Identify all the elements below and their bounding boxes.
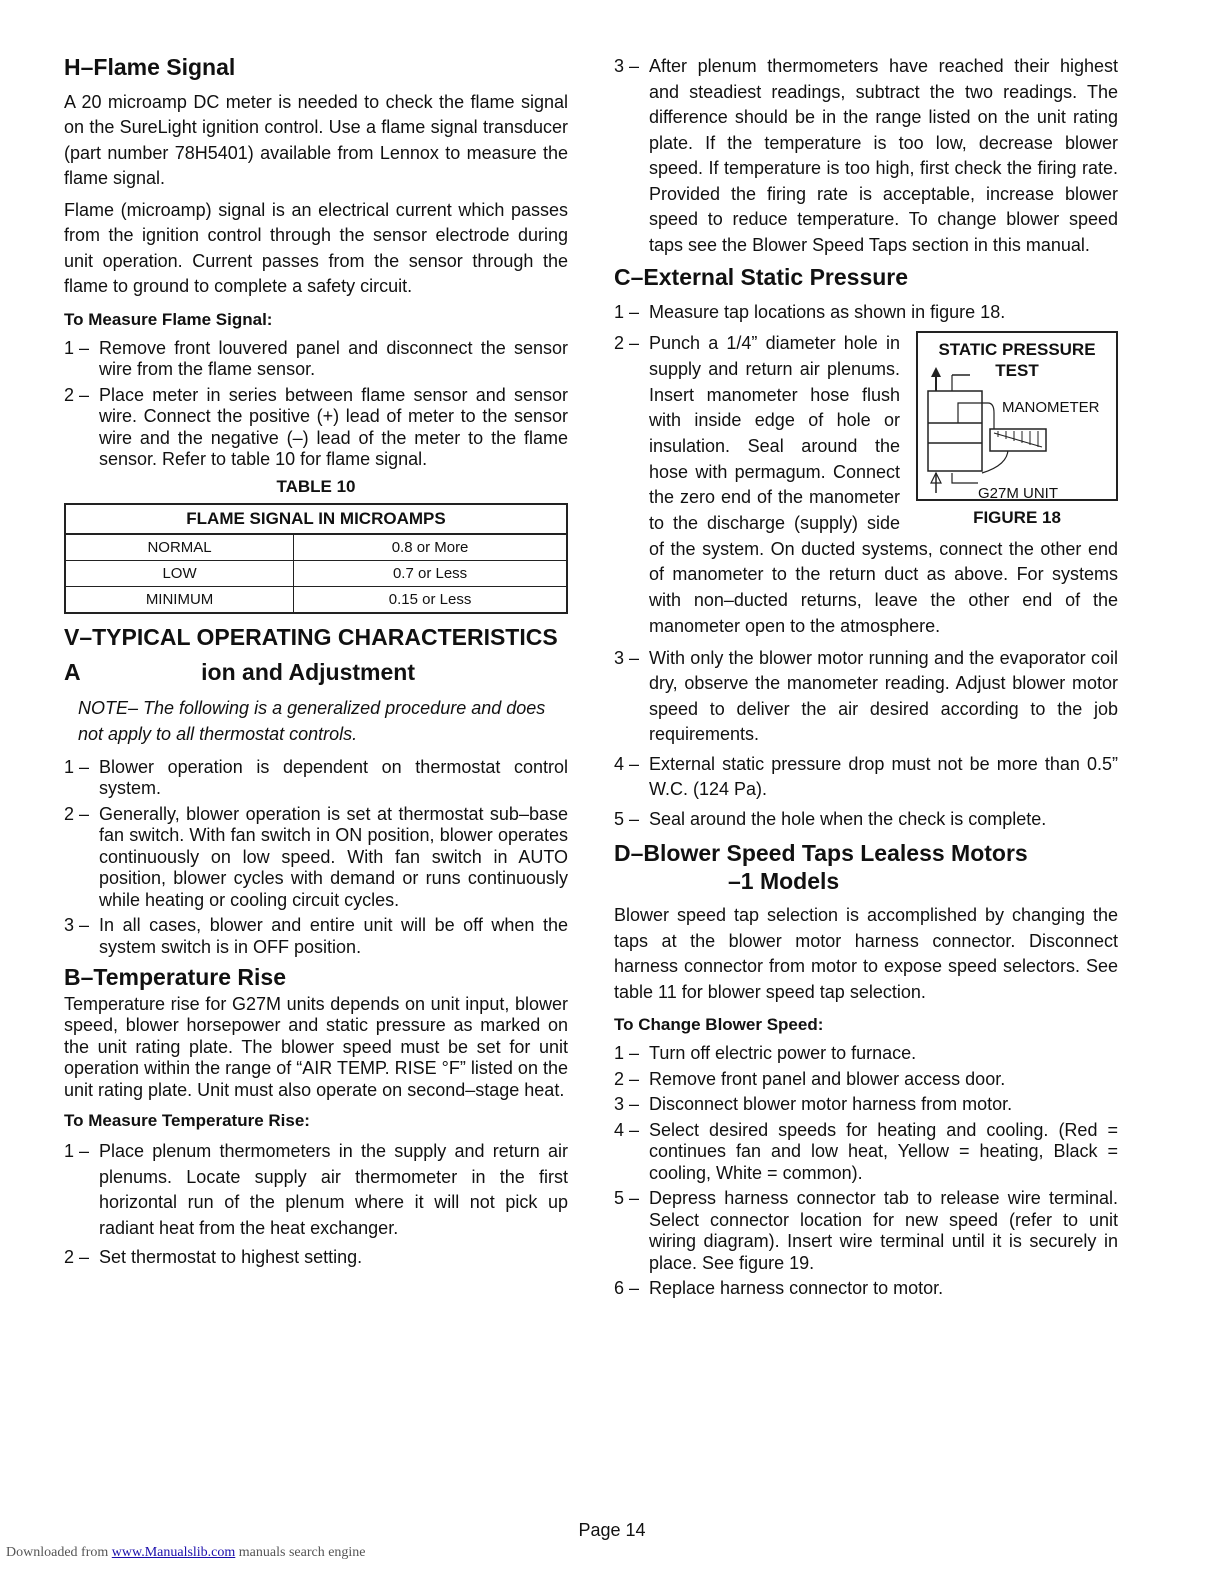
list-item: 1 – Place plenum thermometers in the supply and return air plenums. Locate supply air thermometer in the first horizontal run of the plenum where it will not pick up radiant heat from the heat exchanger. [64, 1141, 568, 1238]
h-steps [64, 338, 568, 471]
section-c-title: C–External Static Pressure [614, 264, 909, 290]
h-subheading: To Measure Flame Signal: [64, 309, 273, 329]
flame-signal-table [64, 503, 568, 614]
list-item: 4 – External static pressure drop must not be more than 0.5” W.C. (124 Pa). [614, 753, 1118, 800]
list-item: 3 – With only the blower motor running and the evaporator coil dry, observe the manometer reading. Adjust blower motor speed to deliver the air desired according to the job requirements. [614, 647, 1118, 745]
list-item: 3 – Disconnect blower motor harness from motor. [614, 1094, 1013, 1115]
manualslib-link[interactable]: www.Manualslib.com [111, 1545, 236, 1560]
b-steps [64, 1139, 568, 1271]
right-column [614, 54, 1118, 1306]
manometer-label: MANOMETER [1002, 399, 1100, 417]
b-steps-continued [614, 54, 1118, 258]
section-h-title: H–Flame Signal [64, 54, 236, 80]
list-item: 6 – Replace harness connector to motor. [614, 1278, 944, 1299]
b-subheading: To Measure Temperature Rise: [64, 1111, 310, 1131]
list-item: 5 – Depress harness connector tab to release wire terminal. Select connector location for new speed (refer to unit wiring diagram). Insert wire terminal until it is securely in place. See figure 19. [614, 1188, 1118, 1273]
unit-label: G27M UNIT [978, 485, 1059, 503]
b-paragraph: Temperature rise for G27M units depends on unit input, blower speed, blower horsepower and static pressure as marked on the unit rating plate. The blower speed must be set for unit operation within the range of “AIR TEMP. RISE °F” listed on the unit rating plate. Unit must also operate on second–stage heat. [64, 993, 568, 1100]
c-step-1 [614, 300, 1118, 326]
page-number: Page 14 [578, 1520, 646, 1540]
h-paragraph-1: A 20 microamp DC meter is needed to check the flame signal on the SureLight ignition control. Use a flame signal transducer (part number 78H5401) available from Lennox to measure the flame signal. [64, 91, 568, 189]
c-step-2: 2 – STATIC PRESSURE TEST MANOMETER G27M UNIT FIGURE 18 Punch a 1/4” diameter hole in supply and return air plenums. Insert manometer hose flush with inside edge of hole or insulation. Seal around the hose with permagum. Connect the zero end of the manometer to the discharge (supply) side of the system. On ducted systems, connect the other end of manometer to the return duct as above. For systems with non–ducted returns, leave the other end of the manometer open to the atmosphere. [614, 333, 1118, 636]
h-paragraph-2: Flame (microamp) signal is an electrical current which passes from the ignition control through the sensor electrode during unit operation. Current passes from the sensor through the flame to ground to complete a safety circuit. [64, 199, 568, 297]
section-d-title: D–Blower Speed Taps Lealess Motors –1 Models [614, 840, 1028, 894]
a-note: NOTE– The following is a generalized procedure and does not apply to all thermostat controls. [78, 697, 546, 744]
table-row: MINIMUM 0.15 or Less [65, 586, 567, 613]
list-item: 2 – Place meter in series between flame sensor and sensor wire. Connect the positive (+) lead of meter to the sensor wire and the negative (–) lead of the meter to the flame sensor. Refer to table 10 for flame signal. [64, 384, 568, 470]
list-item: 3 – In all cases, blower and entire unit will be off when the system switch is in OFF position. [64, 915, 568, 957]
list-item: 1 – Remove front louvered panel and disconnect the sensor wire from the flame sensor. [64, 337, 568, 380]
list-item: 1 – Blower operation is dependent on thermostat control system. [64, 756, 568, 799]
list-item: 1 – Measure tap locations as shown in figure 18. [614, 301, 1006, 322]
figure-caption: FIGURE 18 [973, 508, 1061, 528]
left-column [64, 54, 568, 1277]
download-credit: Downloaded from www.Manualslib.com manuals search engine [6, 1545, 366, 1560]
d-steps [614, 1043, 1118, 1300]
section-b-title: B–Temperature Rise [64, 964, 286, 991]
d-paragraph: Blower speed tap selection is accomplished by changing the taps at the blower motor harness connector. Disconnect harness connector from motor to expose speed selectors. See table 11 for blower speed tap selection. [614, 905, 1118, 1002]
static-pressure-diagram [916, 331, 1118, 501]
table-header: FLAME SIGNAL IN MICROAMPS [65, 504, 567, 534]
c-steps-rest [614, 646, 1118, 833]
d-subheading: To Change Blower Speed: [614, 1015, 824, 1035]
list-item: 2 – Generally, blower operation is set at thermostat sub–base fan switch. With fan switch in ON position, blower operates continuously on low speed. With fan switch in AUTO position, blower cycles with demand or runs continuously while heating or cooling circuit cycles. [64, 803, 568, 910]
list-item: 4 – Select desired speeds for heating and cooling. (Red = continues fan and low heat, Yellow = heating, Black = cooling, White = common). [614, 1119, 1118, 1183]
figure-title: STATIC PRESSURE TEST [938, 340, 1096, 381]
table-caption: TABLE 10 [276, 476, 356, 496]
list-item: 5 – Seal around the hole when the check is complete. [614, 808, 1047, 829]
list-item: 1 – Turn off electric power to furnace. [614, 1043, 917, 1064]
list-item: 3 – After plenum thermometers have reached their highest and steadiest readings, subtract the two readings. The difference should be in the range listed on the unit rating plate. If the temperature is too low, decrease blower speed. If temperature is too high, first check the firing rate. Provided the firing rate is acceptable, increase blower speed to reduce temperature. To change blower speed taps see the Blower Speed Taps section in this manual. [614, 56, 1118, 255]
list-item: 2 – Set thermostat to highest setting. [64, 1247, 363, 1268]
table-row: NORMAL 0.8 or More [65, 534, 567, 561]
table-row: LOW 0.7 or Less [65, 560, 567, 586]
figure-18 [916, 331, 1118, 531]
list-item: 2 – Remove front panel and blower access door. [614, 1068, 1006, 1089]
section-v-title: V–TYPICAL OPERATING CHARACTERISTICS [64, 623, 558, 650]
section-a-title: A ion and Adjustment [64, 659, 415, 686]
a-steps [64, 757, 568, 959]
